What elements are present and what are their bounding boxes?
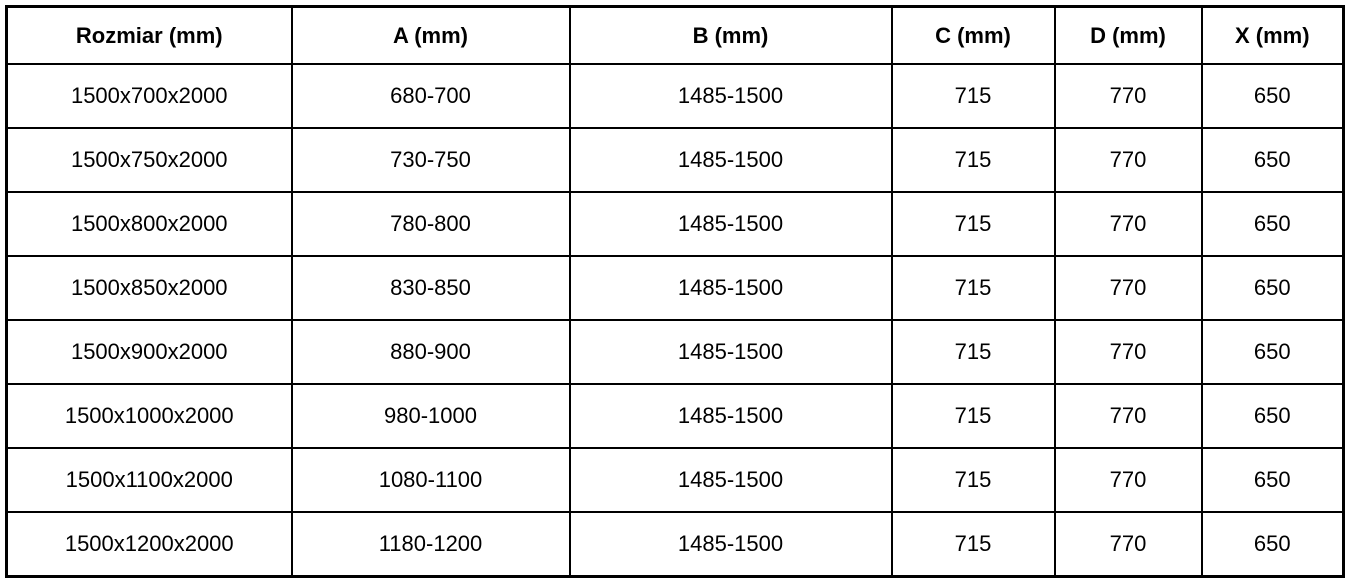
- column-header-x: X (mm): [1202, 7, 1344, 65]
- cell-b: 1485-1500: [570, 128, 892, 192]
- cell-rozmiar: 1500x750x2000: [7, 128, 292, 192]
- cell-a: 730-750: [292, 128, 570, 192]
- cell-rozmiar: 1500x900x2000: [7, 320, 292, 384]
- cell-rozmiar: 1500x1200x2000: [7, 512, 292, 577]
- table-row: [7, 384, 1344, 448]
- cell-d: 770: [1055, 256, 1202, 320]
- cell-b: 1485-1500: [570, 64, 892, 128]
- column-header-c: C (mm): [892, 7, 1055, 65]
- table-row: [7, 448, 1344, 512]
- cell-rozmiar: 1500x800x2000: [7, 192, 292, 256]
- cell-x: 650: [1202, 448, 1344, 512]
- cell-d: 770: [1055, 384, 1202, 448]
- cell-rozmiar: 1500x700x2000: [7, 64, 292, 128]
- cell-rozmiar: 1500x1100x2000: [7, 448, 292, 512]
- size-spec-table: [5, 5, 1345, 578]
- cell-d: 770: [1055, 128, 1202, 192]
- cell-b: 1485-1500: [570, 192, 892, 256]
- cell-d: 770: [1055, 64, 1202, 128]
- cell-x: 650: [1202, 320, 1344, 384]
- cell-a: 980-1000: [292, 384, 570, 448]
- column-header-b: B (mm): [570, 7, 892, 65]
- cell-c: 715: [892, 512, 1055, 577]
- cell-a: 830-850: [292, 256, 570, 320]
- cell-c: 715: [892, 320, 1055, 384]
- cell-b: 1485-1500: [570, 384, 892, 448]
- table-row: [7, 192, 1344, 256]
- cell-rozmiar: 1500x1000x2000: [7, 384, 292, 448]
- column-header-d: D (mm): [1055, 7, 1202, 65]
- cell-x: 650: [1202, 192, 1344, 256]
- cell-b: 1485-1500: [570, 512, 892, 577]
- column-header-a: A (mm): [292, 7, 570, 65]
- cell-d: 770: [1055, 512, 1202, 577]
- cell-c: 715: [892, 128, 1055, 192]
- table-row: [7, 256, 1344, 320]
- cell-b: 1485-1500: [570, 256, 892, 320]
- table-row: [7, 512, 1344, 577]
- cell-b: 1485-1500: [570, 320, 892, 384]
- cell-c: 715: [892, 256, 1055, 320]
- cell-a: 780-800: [292, 192, 570, 256]
- cell-x: 650: [1202, 64, 1344, 128]
- table-row: [7, 64, 1344, 128]
- table-row: [7, 128, 1344, 192]
- cell-c: 715: [892, 64, 1055, 128]
- cell-c: 715: [892, 448, 1055, 512]
- cell-rozmiar: 1500x850x2000: [7, 256, 292, 320]
- cell-x: 650: [1202, 128, 1344, 192]
- table-header-row: [7, 7, 1344, 65]
- cell-x: 650: [1202, 384, 1344, 448]
- cell-x: 650: [1202, 512, 1344, 577]
- cell-c: 715: [892, 384, 1055, 448]
- column-header-rozmiar: Rozmiar (mm): [7, 7, 292, 65]
- cell-a: 1080-1100: [292, 448, 570, 512]
- table-row: [7, 320, 1344, 384]
- cell-c: 715: [892, 192, 1055, 256]
- cell-a: 680-700: [292, 64, 570, 128]
- cell-a: 1180-1200: [292, 512, 570, 577]
- cell-d: 770: [1055, 448, 1202, 512]
- cell-x: 650: [1202, 256, 1344, 320]
- cell-a: 880-900: [292, 320, 570, 384]
- cell-d: 770: [1055, 320, 1202, 384]
- cell-d: 770: [1055, 192, 1202, 256]
- cell-b: 1485-1500: [570, 448, 892, 512]
